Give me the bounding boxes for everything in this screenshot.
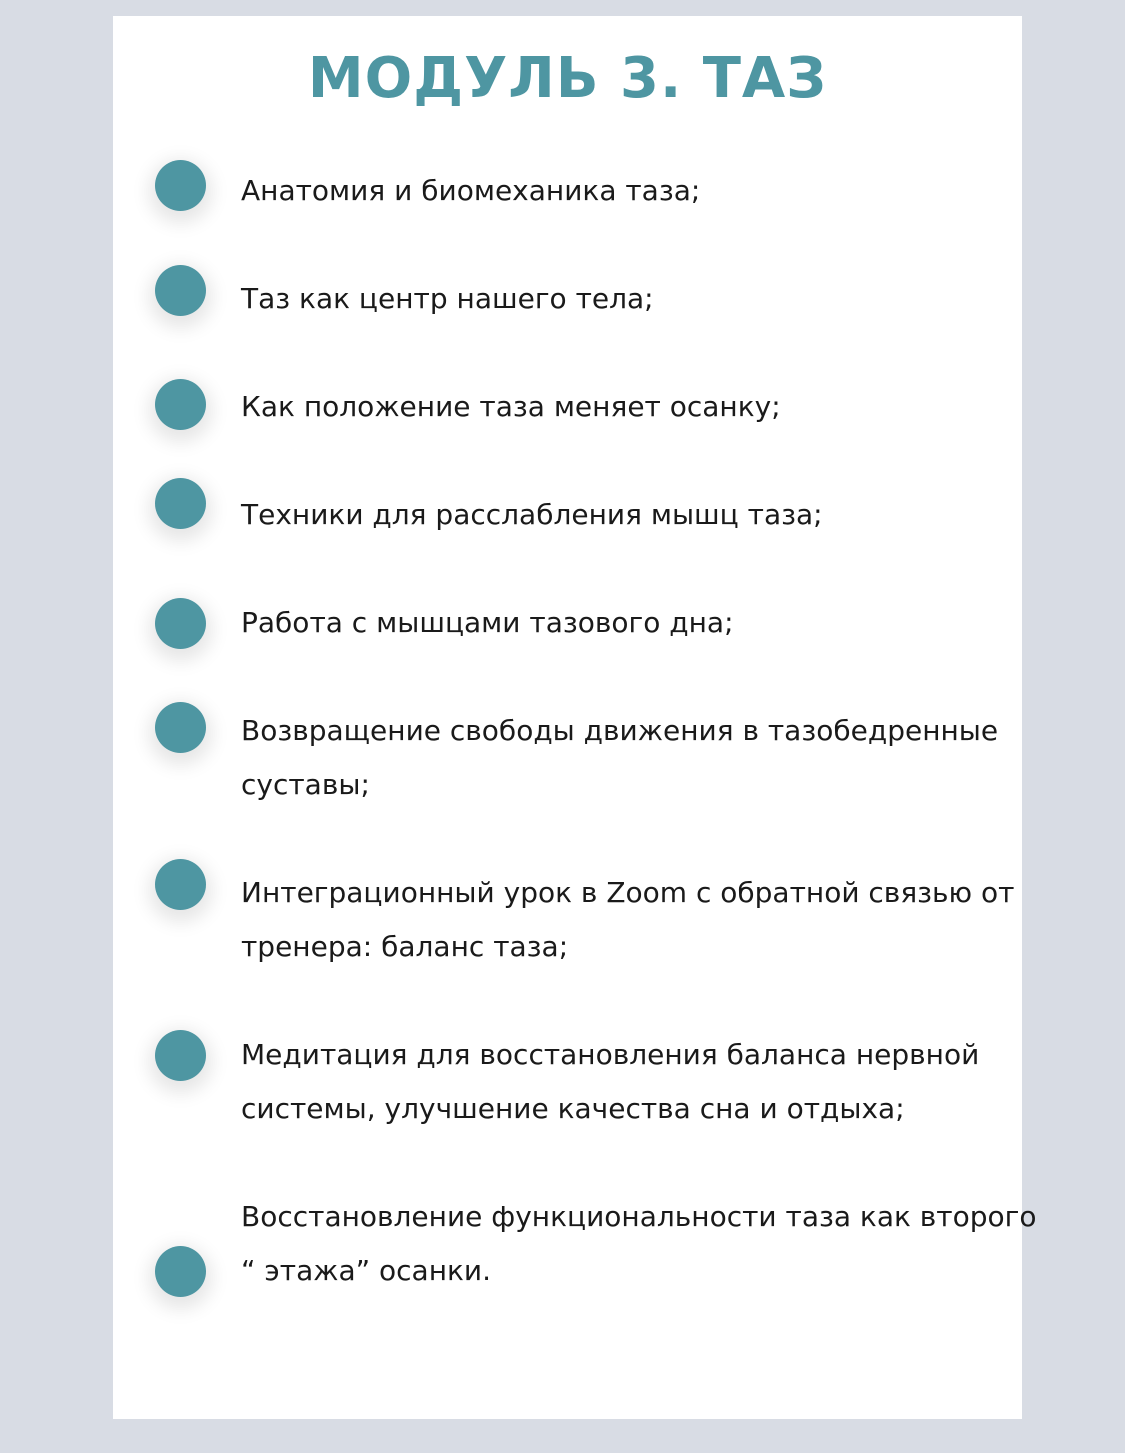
bullet-dot-icon bbox=[155, 265, 206, 316]
page-title: МОДУЛЬ 3. ТАЗ bbox=[307, 46, 828, 111]
bullet-dot-icon bbox=[155, 598, 206, 649]
bullet-dot-icon bbox=[155, 1030, 206, 1081]
bullet-dot-icon bbox=[155, 379, 206, 430]
list-item-text: Работа с мышцами тазового дна; bbox=[241, 606, 734, 639]
list-item-text: Интеграционный урок в Zoom с обратной связью от тренера: баланс таза; bbox=[241, 876, 1015, 963]
bullet-dot-icon bbox=[155, 859, 206, 910]
list-item-text: Анатомия и биомеханика таза; bbox=[241, 174, 701, 207]
bullet-dot-icon bbox=[155, 1246, 206, 1297]
list-item-text: Таз как центр нашего тела; bbox=[241, 282, 654, 315]
list-item-text: Возвращение свободы движения в тазобедренные суставы; bbox=[241, 714, 999, 801]
bullet-dot-icon bbox=[155, 478, 206, 529]
list-item-text: Восстановление функциональности таза как второго “ этажа” осанки. bbox=[241, 1200, 1037, 1287]
list-item-text: Техники для расслабления мышц таза; bbox=[241, 498, 823, 531]
list-item-text: Медитация для восстановления баланса нервной системы, улучшение качества сна и отдыха; bbox=[241, 1038, 980, 1125]
list-item-text: Как положение таза меняет осанку; bbox=[241, 390, 781, 423]
bullet-dot-icon bbox=[155, 702, 206, 753]
bullet-dot-icon bbox=[155, 160, 206, 211]
module-card bbox=[113, 16, 1037, 1419]
